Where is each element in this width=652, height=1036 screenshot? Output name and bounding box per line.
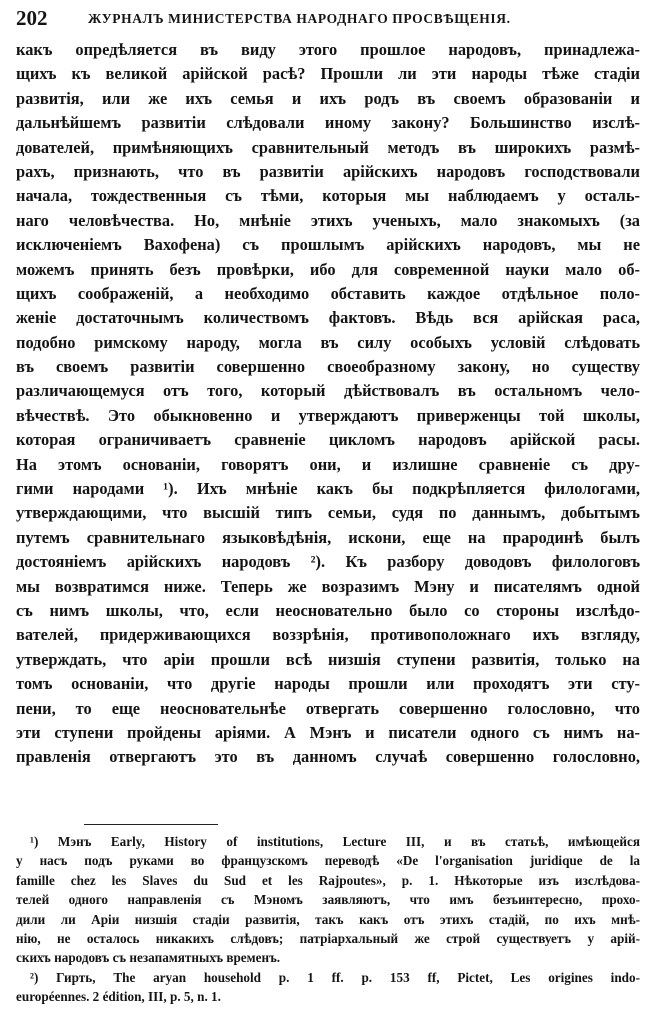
text-line: вателей, придерживающихся воззрѣнія, противоположнаго ихъ взгляду,: [16, 625, 640, 645]
text-line: дальнѣйшемъ развитіи слѣдовали иному закону? Большинство изслѣ-: [16, 113, 640, 133]
text-line: мы возвратимся ниже. Теперь же возразимъ Мэну и писателямъ одной: [16, 576, 640, 596]
text-line: утверждать, что аріи прошли всѣ низшія ступени развитія, только на: [16, 649, 640, 669]
text-line: пени, то еще неосновательнѣе отвергать совершенно голословно, что: [16, 698, 640, 718]
footnotes: [16, 832, 640, 1007]
footnote-line: дили ли Аріи низшія стадіи развитія, такъ какъ отъ этихъ стадій, по ихъ мнѣ-: [16, 911, 640, 927]
text-line: утверждающими, что высшій типъ семьи, судя по даннымъ, добытымъ: [16, 503, 640, 523]
page-header: [16, 8, 640, 28]
text-line: правленія отвергаютъ это въ данномъ случаѣ совершенно голословно,: [16, 747, 640, 767]
text-line: рахъ, признають, что въ развитіи арійскихъ народовъ господствовали: [16, 161, 640, 181]
text-line: можемъ принять безъ провѣрки, ибо для современной науки мало об-: [16, 259, 640, 279]
text-line: На этомъ основаніи, говорятъ они, и излишне сравненіе съ дру-: [16, 454, 640, 474]
text-line: подобно римскому народу, могла въ силу особыхъ условій слѣдовать: [16, 332, 640, 352]
text-line: наго человѣчества. Но, мнѣніе этихъ ученыхъ, мало знакомыхъ (за: [16, 210, 640, 230]
footnote-line: телей одного направленія съ Мэномъ заявляютъ, что имъ безъинтересно, прохо-: [16, 892, 640, 908]
main-text: [16, 38, 640, 770]
text-line: дователей, примѣняющихъ сравнительный методъ въ широкихъ размѣ-: [16, 137, 640, 157]
text-line: путемъ сравнительнаго языковѣдѣнія, искони, еще на прародинѣ былъ: [16, 527, 640, 547]
text-line: съ нимъ школы, что, если неосновательно было со стороны изслѣдо-: [16, 600, 640, 620]
text-line: эти ступени пройдены аріями. А Мэнъ и писатели одного съ нимъ на-: [16, 722, 640, 742]
footnote-divider: [84, 824, 218, 825]
footnote-line: скихъ народовъ съ незапамятныхъ временъ.: [16, 950, 281, 966]
text-line: достояніемъ арійскихъ народовъ ²). Къ разбору доводовъ филологовъ: [16, 552, 640, 572]
footnote-line: ¹) Мэнъ Early, History of institutions, Lecture III, и въ статьѣ, имѣющейся: [30, 834, 640, 849]
text-line: щихъ къ великой арійской расѣ? Прошли ли эти народы тѣже стадіи: [16, 64, 640, 84]
text-line: томъ основаніи, что другіе народы прошли или проходятъ эти сту-: [16, 674, 640, 694]
text-line: исключеніемъ Вахофена) съ прошлымъ арійскихъ народовъ, мы не: [16, 235, 640, 255]
footnote-line: européennes. 2 édition, III, p. 5, n. 1.: [16, 989, 221, 1005]
footnote-line: ²) Гирть, The aryan household p. 1 ff. p. 153 ff, Pictet, Les origines indo-: [30, 969, 640, 985]
text-line: начала, тождественныя съ тѣми, которыя мы наблюдаемъ у осталь-: [16, 186, 640, 206]
footnote-line: нію, не осталось никакихъ слѣдовъ; патріархальный же строй существуетъ у арій-: [16, 930, 640, 946]
text-line: вѣчествѣ. Это обыкновенно и утверждаютъ приверженцы той школы,: [16, 405, 640, 425]
footnote-line: у насъ подъ руками во французскомъ переводѣ «De l'organisation juridique de la: [16, 853, 640, 869]
running-title: ЖУРНАЛЪ МИНИСТЕРСТВА НАРОДНАГО ПРОСВѢЩЕНІЯ.: [88, 11, 511, 26]
text-line: различающемуся отъ того, который дѣйствовалъ въ остальномъ чело-: [16, 381, 640, 401]
text-line: развитія, или же ихъ семья и ихъ родъ въ своемъ образованіи и: [16, 88, 640, 108]
text-line: щихъ соображеній, а необходимо обставить каждое отдѣльное поло-: [16, 283, 640, 303]
text-line: женіе достаточнымъ количествомъ фактовъ. Вѣдь вся арійская раса,: [16, 308, 640, 328]
page-number: 202: [16, 6, 48, 30]
text-line: гими народами ¹). Ихъ мнѣніе какъ бы подкрѣпляется филологами,: [16, 479, 640, 499]
text-line: какъ опредѣляется въ виду этого прошлое народовъ, принадлежа-: [16, 40, 640, 59]
footnote-line: famille chez les Slaves du Sud et les Rajpoutes», p. 1. Нѣкоторые изъ изслѣдова-: [16, 872, 640, 888]
text-line: въ своемъ развитіи совершенно своеобразному закону, но существу: [16, 357, 640, 377]
text-line: которая ограничиваетъ сравненіе цикломъ народовъ арійской расы.: [16, 430, 640, 450]
